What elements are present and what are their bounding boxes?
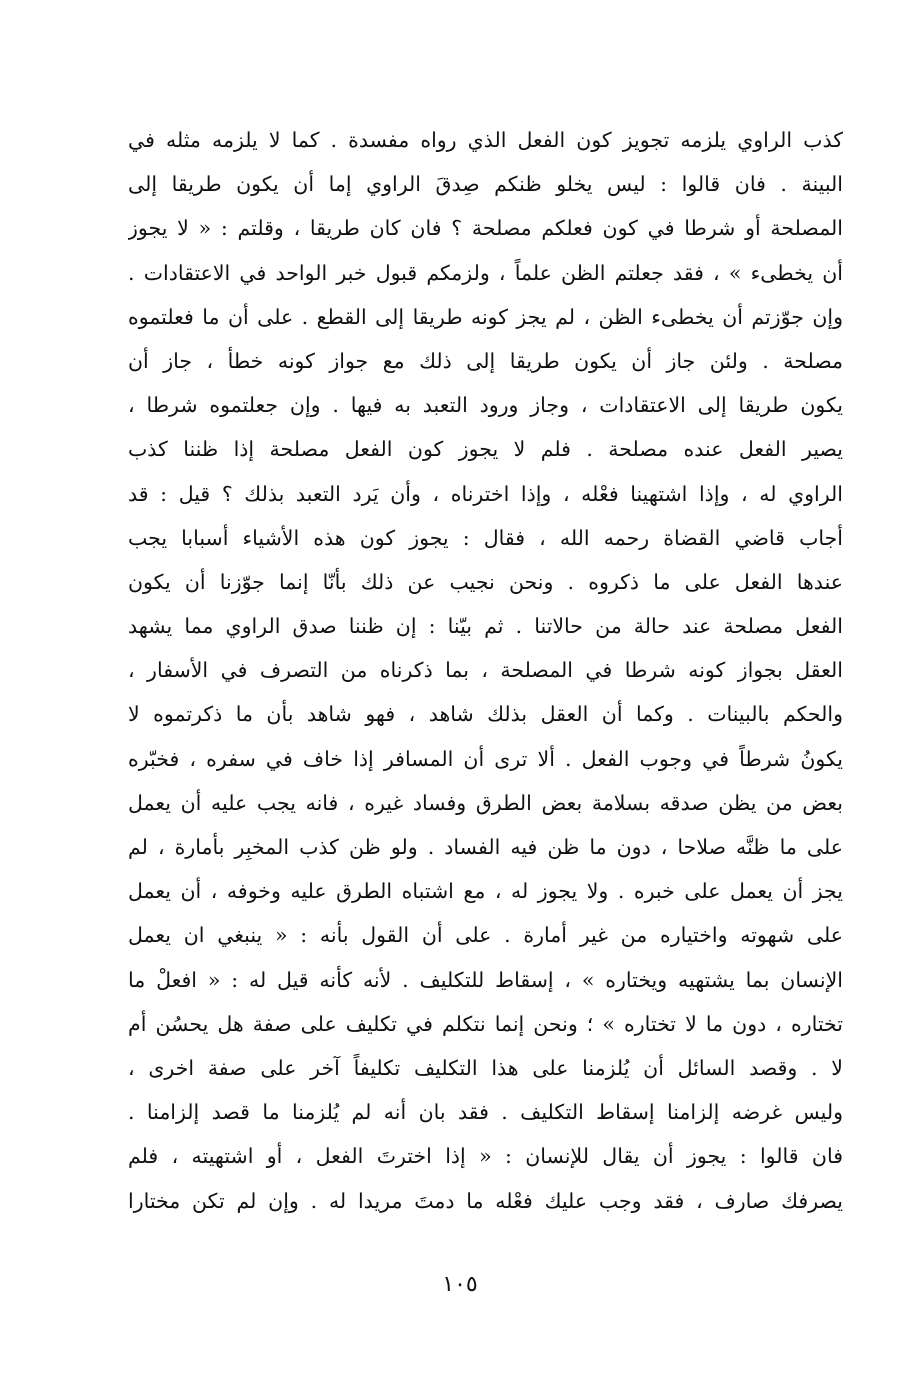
body-text <box>128 118 843 1223</box>
text-line: والحكم بالبينات . وكما أن العقل بذلك شاهد ، فهو شاهد بأن ما ذكرتموه لا <box>128 702 843 727</box>
text-line: أن يخطىء » ، فقد جعلتم الظن علماً ، ولزمكم قبول خبر الواحد في الاعتقادات . <box>128 260 843 285</box>
text-line: أجاب قاضي القضاة رحمه الله ، فقال : يجوز كون هذه الأشياء أسبابا يجب <box>128 525 843 550</box>
text-line: فان قالوا : يجوز أن يقال للإنسان : « إذا اخترتَ الفعل ، أو اشتهيته ، فلم <box>128 1144 843 1169</box>
text-line: الراوي له ، وإذا اشتهينا فعْله ، وإذا اخترناه ، وأن يَرد التعبد بذلك ؟ قيل : قد <box>128 481 843 506</box>
text-line: بعض من يظن صدقه بسلامة بعض الطرق وفساد غيره ، فانه يجب عليه أن يعمل <box>128 790 843 815</box>
text-line: يجز أن يعمل على خبره . ولا يجوز له ، مع اشتباه الطرق عليه وخوفه ، أن يعمل <box>128 879 843 904</box>
text-line: تختاره ، دون ما لا تختاره » ؛ ونحن إنما نتكلم في تكليف على صفة هل يحسُن أم <box>128 1011 843 1036</box>
text-line: يكونُ شرطاً في وجوب الفعل . ألا ترى أن المسافر إذا خاف في سفره ، فخبّره <box>128 746 843 771</box>
text-line: لا . وقصد السائل أن يُلزمنا على هذا التكليف تكليفاً آخر على صفة اخرى ، <box>128 1055 843 1080</box>
text-line: مصلحة . ولئن جاز أن يكون طريقا إلى ذلك مع جواز كونه خطأ ، جاز أن <box>128 348 843 373</box>
text-line: البينة . فان قالوا : ليس يخلو ظنكم صِدقَ الراوي إما أن يكون طريقا إلى <box>128 172 843 197</box>
text-line: عندها الفعل على ما ذكروه . ونحن نجيب عن ذلك بأنّا إنما جوّزنا أن يكون <box>128 569 843 594</box>
text-line: على ما ظنَّه صلاحا ، دون ما ظن فيه الفساد . ولو ظن كذب المخبِر بأمارة ، لم <box>128 835 843 859</box>
text-line: يصرفك صارف ، فقد وجب عليك فعْله ما دمتَ مريدا له . وإن لم تكن مختارا <box>128 1188 843 1213</box>
page-number: ١٠٥ <box>442 1272 478 1297</box>
text-line: كذب الراوي يلزمه تجويز كون الفعل الذي رواه مفسدة . كما لا يلزمه مثله في <box>128 128 843 152</box>
text-line: المصلحة أو شرطا في كون فعلكم مصلحة ؟ فان كان طريقا ، وقلتم : « لا يجوز <box>128 216 843 241</box>
text-line: العقل بجواز كونه شرطا في المصلحة ، بما ذكرناه من التصرف في الأسفار ، <box>128 658 843 683</box>
text-line: الإنسان بما يشتهيه ويختاره » ، إسقاط للتكليف . لأنه كأنه قيل له : « افعلْ ما <box>128 967 843 992</box>
text-line: وليس غرضه إلزامنا إسقاط التكليف . فقد بان أنه لم يُلزمنا ما قصد إلزامنا . <box>128 1100 843 1125</box>
text-line: على شهوته واختياره من غير أمارة . على أن القول بأنه : « ينبغي ان يعمل <box>128 923 843 948</box>
text-line: الفعل مصلحة عند حالة من حالاتنا . ثم بيّنا : إن ظننا صدق الراوي مما يشهد <box>128 614 843 639</box>
text-line: وإن جوّزتم أن يخطىء الظن ، لم يجز كونه طريقا إلى القطع . على أن ما فعلتموه <box>128 304 843 329</box>
text-line: يكون طريقا إلى الاعتقادات ، وجاز ورود التعبد به فيها . وإن جعلتموه شرطا ، <box>128 393 843 418</box>
text-line: يصير الفعل عنده مصلحة . فلم لا يجوز كون الفعل مصلحة إذا ظننا كذب <box>128 437 843 462</box>
